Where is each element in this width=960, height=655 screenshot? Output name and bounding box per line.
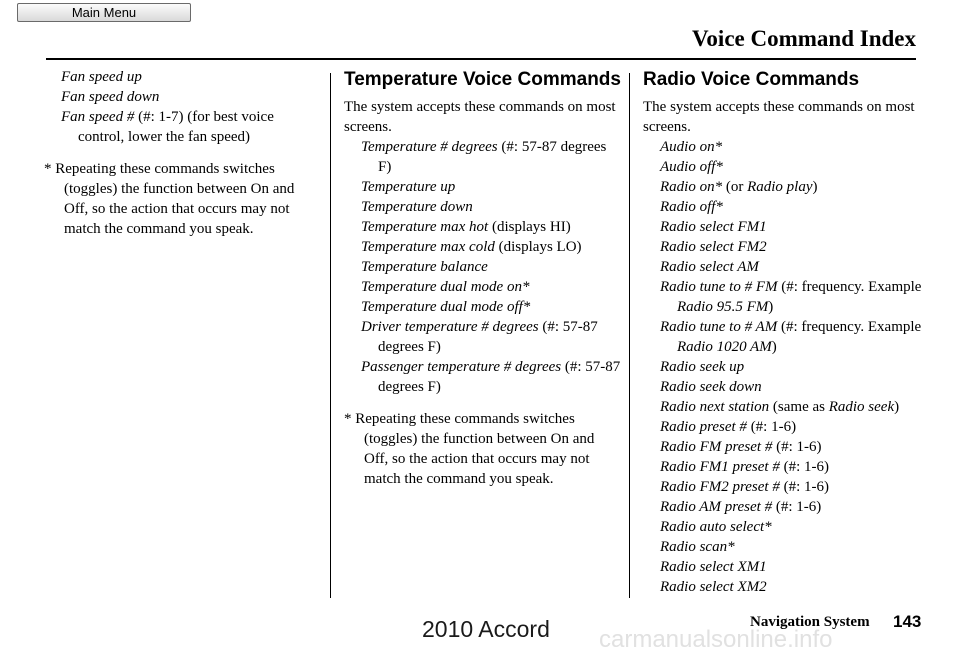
- command-item: Temperature down: [361, 199, 473, 215]
- section-intro: The system accepts these commands on most screens.: [344, 99, 616, 135]
- command-item: Audio on*: [660, 139, 723, 155]
- footer-section-label: Navigation System: [750, 614, 870, 630]
- command-item: Radio FM1 preset # (#: 1-6): [660, 459, 829, 475]
- header-rule: [46, 58, 916, 60]
- command-item: Radio select FM2: [660, 239, 767, 255]
- command-item: Radio FM2 preset # (#: 1-6): [660, 479, 829, 495]
- command-item: Driver temperature # degrees (#: 57-87 degrees F): [361, 319, 598, 355]
- command-item: Radio scan*: [660, 539, 735, 555]
- section-intro: The system accepts these commands on most screens.: [643, 99, 915, 135]
- main-menu-button[interactable]: Main Menu: [17, 3, 191, 22]
- command-item: Radio auto select*: [660, 519, 772, 535]
- column-divider: [629, 73, 630, 598]
- command-item: Radio off*: [660, 199, 723, 215]
- command-item: Fan speed # (#: 1-7) (for best voice control, lower the fan speed): [61, 109, 274, 145]
- command-item: Temperature max hot (displays HI): [361, 219, 571, 235]
- command-item: Temperature balance: [361, 259, 488, 275]
- model-watermark: 2010 Accord: [422, 616, 550, 642]
- command-item: Temperature max cold (displays LO): [361, 239, 582, 255]
- toggle-note: * Repeating these commands switches (toggles) the function between On and Off, so the action that occurs may not match the command you speak.: [44, 161, 295, 237]
- command-item: Radio seek down: [660, 379, 762, 395]
- command-item: Radio select AM: [660, 259, 759, 275]
- command-item: Radio FM preset # (#: 1-6): [660, 439, 822, 455]
- command-item: Radio select XM1: [660, 559, 767, 575]
- command-item: Radio select FM1: [660, 219, 767, 235]
- page-number: 143: [893, 612, 922, 631]
- command-item: Temperature # degrees (#: 57-87 degrees F): [361, 139, 607, 175]
- column-divider: [330, 73, 331, 598]
- command-item: Radio next station (same as Radio seek): [660, 399, 900, 415]
- command-item: Radio tune to # AM (#: frequency. Example Radio 1020 AM): [660, 319, 922, 355]
- column-radio-commands: [643, 67, 925, 597]
- command-item: Radio tune to # FM (#: frequency. Example Radio 95.5 FM): [660, 279, 922, 315]
- column-fan-commands: [44, 67, 322, 239]
- command-item: Passenger temperature # degrees (#: 57-87 degrees F): [361, 359, 621, 395]
- command-item: Temperature dual mode off*: [361, 299, 531, 315]
- toggle-note: * Repeating these commands switches (toggles) the function between On and Off, so the action that occurs may not match the command you speak.: [344, 411, 595, 487]
- command-item: Fan speed up: [61, 69, 142, 85]
- command-item: Radio AM preset # (#: 1-6): [660, 499, 822, 515]
- site-watermark: carmanualsonline.info: [599, 626, 833, 653]
- page-title: Voice Command Index: [691, 26, 916, 51]
- command-item: Temperature dual mode on*: [361, 279, 530, 295]
- section-heading-temperature: Temperature Voice Commands: [344, 69, 621, 90]
- command-item: Radio on* (or Radio play): [660, 179, 818, 195]
- command-item: Audio off*: [660, 159, 723, 175]
- column-temperature-commands: [344, 67, 622, 489]
- section-heading-radio: Radio Voice Commands: [643, 69, 860, 90]
- command-item: Radio seek up: [660, 359, 745, 375]
- command-item: Radio select XM2: [660, 579, 767, 595]
- command-item: Temperature up: [361, 179, 456, 195]
- command-item: Radio preset # (#: 1-6): [660, 419, 797, 435]
- command-item: Fan speed down: [61, 89, 160, 105]
